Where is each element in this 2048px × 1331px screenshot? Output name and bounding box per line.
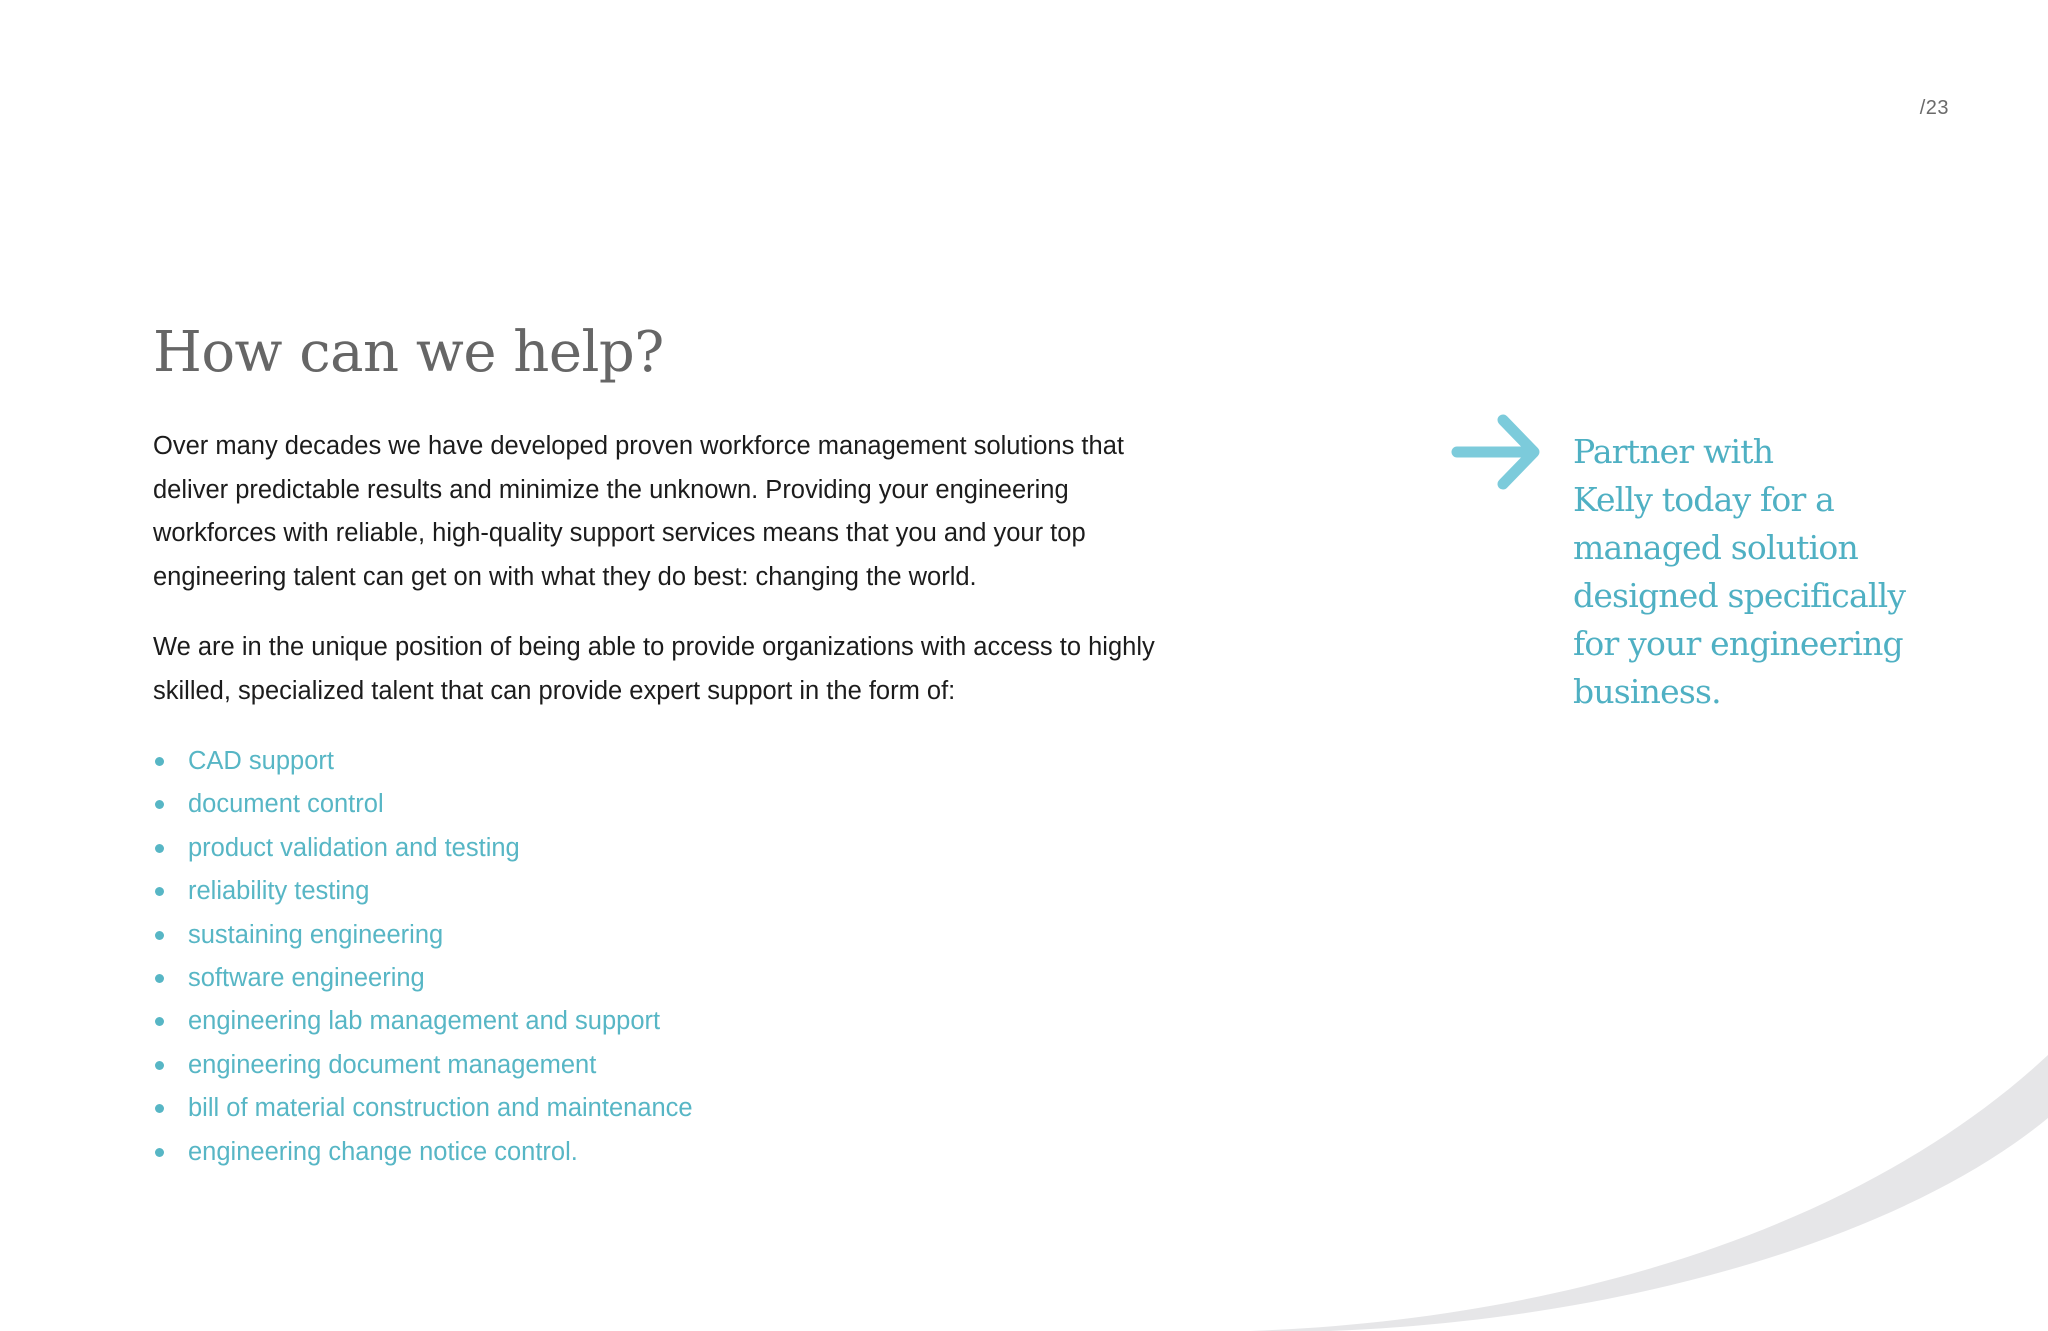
service-label: reliability testing xyxy=(188,877,370,906)
service-label: sustaining engineering xyxy=(188,920,444,949)
bullet-icon xyxy=(155,1017,164,1026)
page-number: /23 xyxy=(1919,97,1949,119)
list-item xyxy=(153,1000,693,1043)
callout-text xyxy=(1573,428,1913,716)
services-list xyxy=(153,740,693,1174)
page-title: How can we help? xyxy=(153,320,664,385)
bullet-icon xyxy=(155,1148,164,1157)
list-item xyxy=(153,957,693,1000)
list-item xyxy=(153,1087,693,1130)
intro-text xyxy=(153,425,1163,740)
callout-line-4: designed specifically xyxy=(1573,576,1906,615)
list-item xyxy=(153,1044,693,1087)
callout-line-6: business. xyxy=(1573,672,1721,711)
service-label: engineering document management xyxy=(188,1050,597,1079)
service-label: product validation and testing xyxy=(188,833,520,862)
service-label: engineering lab management and support xyxy=(188,1007,661,1036)
paragraph-intro: Over many decades we have developed proven workforce management solutions that deliver predictable results and minimize the unknown. Providing your engineering workforces with reliable, high-quality support services means that you and your top engineering talent can get on with what they do best: changing the world. xyxy=(153,432,1124,591)
bullet-icon xyxy=(155,757,164,766)
bullet-icon xyxy=(155,1104,164,1113)
service-label: document control xyxy=(188,790,384,819)
list-item xyxy=(153,1131,693,1174)
bullet-icon xyxy=(155,1061,164,1070)
service-label: bill of material construction and maintenance xyxy=(188,1094,693,1123)
bullet-icon xyxy=(155,844,164,853)
list-item xyxy=(153,783,693,826)
bullet-icon xyxy=(155,887,164,896)
list-item xyxy=(153,827,693,870)
list-item xyxy=(153,740,693,783)
bullet-icon xyxy=(155,800,164,809)
service-label: CAD support xyxy=(188,747,334,775)
service-label: engineering change notice control. xyxy=(188,1137,578,1166)
callout-line-5: for your engineering xyxy=(1573,624,1903,663)
swoosh-shape xyxy=(1250,1055,2048,1331)
bullet-icon xyxy=(155,931,164,940)
arrow-right-icon xyxy=(1450,412,1542,492)
bullet-icon xyxy=(155,974,164,983)
list-item xyxy=(153,870,693,913)
callout-line-1: Partner with xyxy=(1573,432,1774,471)
callout-line-2: Kelly today for a xyxy=(1573,480,1835,519)
service-label: software engineering xyxy=(188,964,425,993)
list-item xyxy=(153,914,693,957)
paragraph-position: We are in the unique position of being able to provide organizations with access to highly skilled, specialized talent that can provide expert support in the form of: xyxy=(153,633,1155,705)
callout-line-3: managed solution xyxy=(1573,528,1858,567)
